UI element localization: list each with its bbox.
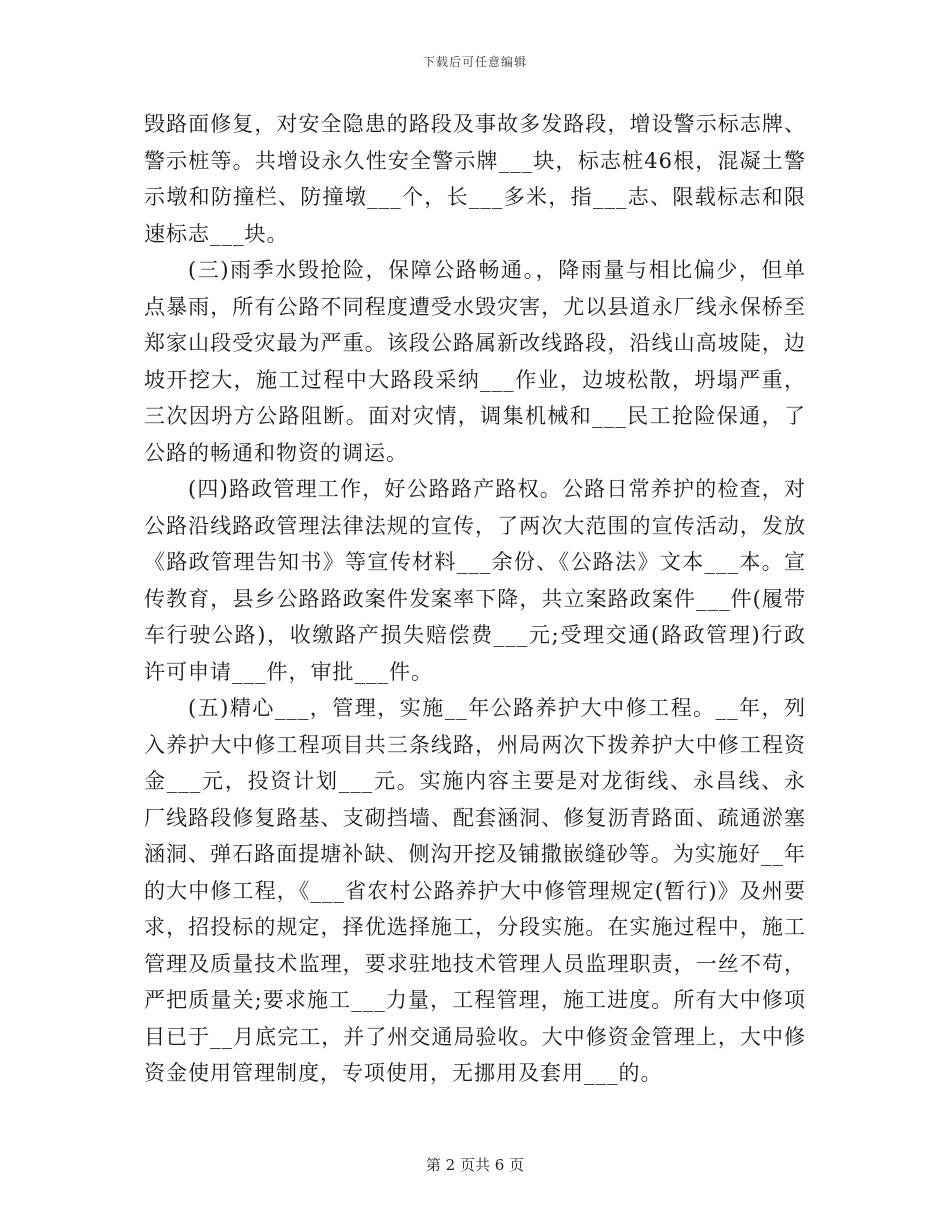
paragraph-3: (四)路政管理工作，好公路路产路权。公路日常养护的检查，对公路沿线路政管理法律法规的宣传，了两次大范围的宣传活动，发放《路政管理告知书》等宣传材料___余份、《公路法》文本___本。宣传教育，县乡公路路政案件发案率下降，共立案路政案件___件(履带车行驶公路)，收缴路产损失赔偿费___元;受理交通(路政管理)行政许可申请___件，审批___件。 [144, 477, 806, 684]
paragraph-1: 毁路面修复，对安全隐患的路段及事故多发路段，增设警示标志牌、警示桩等。共增设永久性安全警示牌___块，标志桩46根，混凝土警示墩和防撞栏、防撞墩___个，长___多米，指___志、限载标志和限速标志___块。 [144, 112, 806, 246]
paragraph-4: (五)精心___，管理，实施__年公路养护大中修工程。__年，列入养护大中修工程项目共三条线路，州局两次下拨养护大中修工程资金___元，投资计划___元。实施内容主要是对龙街线、永昌线、永厂线路段修复路基、支砌挡墙、配套涵洞、修复沥青路面、疏通淤塞涵洞、弹石路面提塘补缺、侧沟开挖及铺撒嵌缝砂等。为实施好__年的大中修工程，《___省农村公路养护大中修管理规定(暂行)》及州要求，招投标的规定，择优选择施工，分段实施。在实施过程中，施工管理及质量技术监理，要求驻地技术管理人员监理职责，一丝不苟，严把质量关;要求施工___力量，工程管理，施工进度。所有大中修项目已于__月底完工，并了州交通局验收。大中修资金管理上，大中修资金使用管理制度，专项使用，无挪用及套用___的。 [144, 696, 806, 1085]
paragraph-2: (三)雨季水毁抢险，保障公路畅通。，降雨量与相比偏少，但单点暴雨，所有公路不同程度遭受水毁灾害，尤以县道永厂线永保桥至郑家山段受灾最为严重。该段公路属新改线路段，沿线山高坡陡，边坡开挖大，施工过程中大路段采纳___作业，边坡松散，坍塌严重，三次因坍方公路阻断。面对灾情，调集机械和___民工抢险保通，了公路的畅通和物资的调运。 [144, 258, 806, 465]
document-body [144, 106, 806, 1092]
page-number: 第 2 页共 6 页 [425, 1156, 525, 1174]
page-header-note: 下载后可任意编辑 [422, 55, 527, 69]
